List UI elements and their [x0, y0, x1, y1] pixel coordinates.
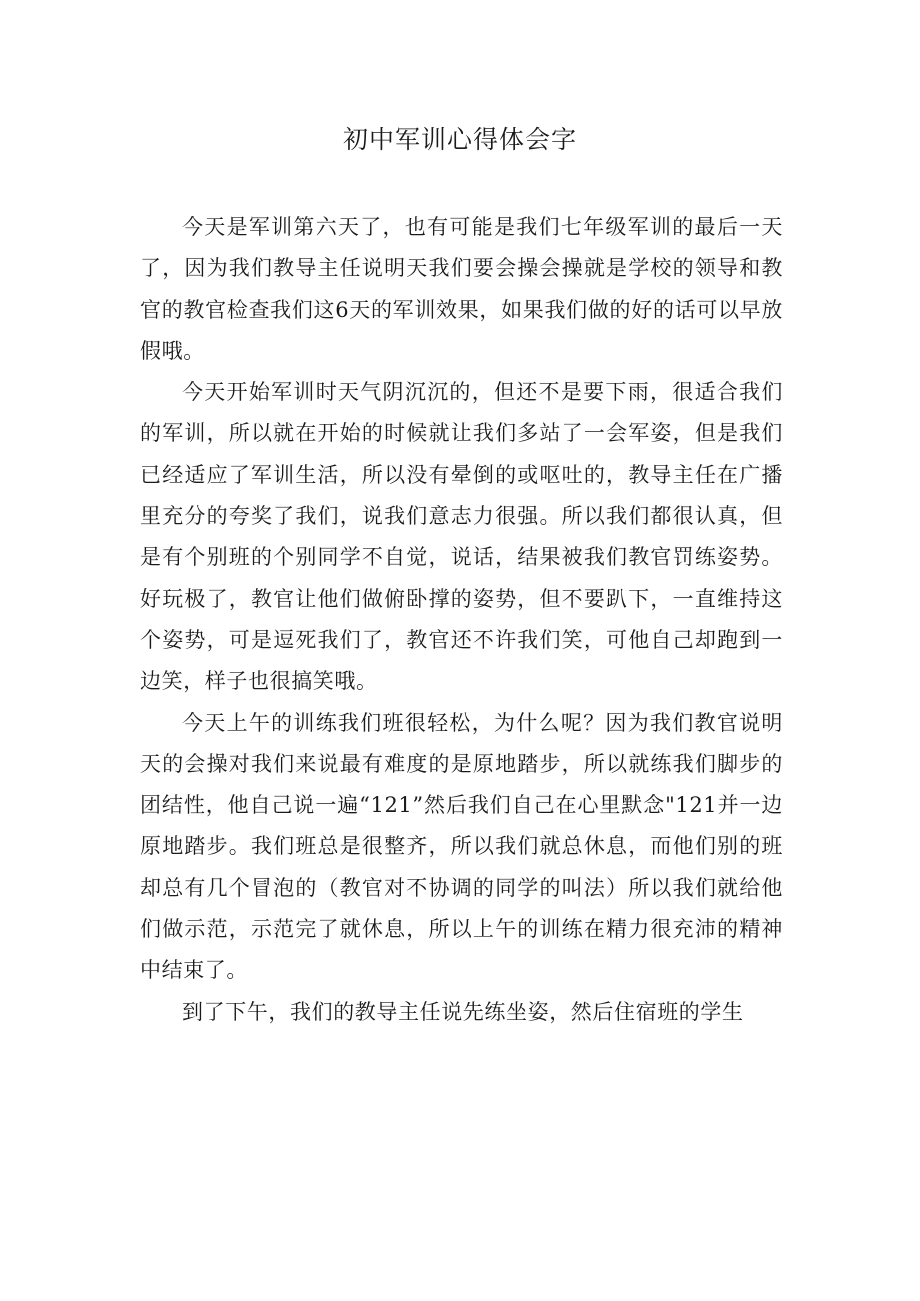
document-title: 初中军训心得体会字	[342, 125, 577, 154]
paragraph: 今天上午的训练我们班很轻松，为什么呢？因为我们教官说明天的会操对我们来说最有难度的是原地踏步，所以就练我们脚步的团结性，他自己说一遍“121”然后我们自己在心里默念"121并一边原地踏步。我们班总是很整齐，所以我们就总休息，而他们别的班却总有几个冒泡的（教官对不协调的同学的叫法）所以我们就给他们做示范，示范完了就休息，所以上午的训练在精力很充沛的精神中结束了。	[140, 710, 783, 983]
paragraph: 今天开始军训时天气阴沉沉的，但还不是要下雨，很适合我们的军训，所以就在开始的时候就让我们多站了一会军姿，但是我们已经适应了军训生活，所以没有晕倒的或呕吐的，教导主任在广播里充分的夸奖了我们，说我们意志力很强。所以我们都很认真，但是有个别班的个别同学不自觉，说话，结果被我们教官罚练姿势。好玩极了，教官让他们做俯卧撑的姿势，但不要趴下，一直维持这个姿势，可是逗死我们了，教官还不许我们笑，可他自己却跑到一边笑，样子也很搞笑哦。	[140, 380, 783, 694]
paragraph: 到了下午，我们的教导主任说先练坐姿，然后住宿班的学生	[182, 999, 744, 1024]
document-body	[140, 207, 783, 1033]
paragraph: 今天是军训第六天了，也有可能是我们七年级军训的最后一天了，因为我们教导主任说明天我们要会操会操就是学校的领导和教官的教官检查我们这6天的军训效果，如果我们做的好的话可以早放假哦。	[140, 215, 783, 363]
